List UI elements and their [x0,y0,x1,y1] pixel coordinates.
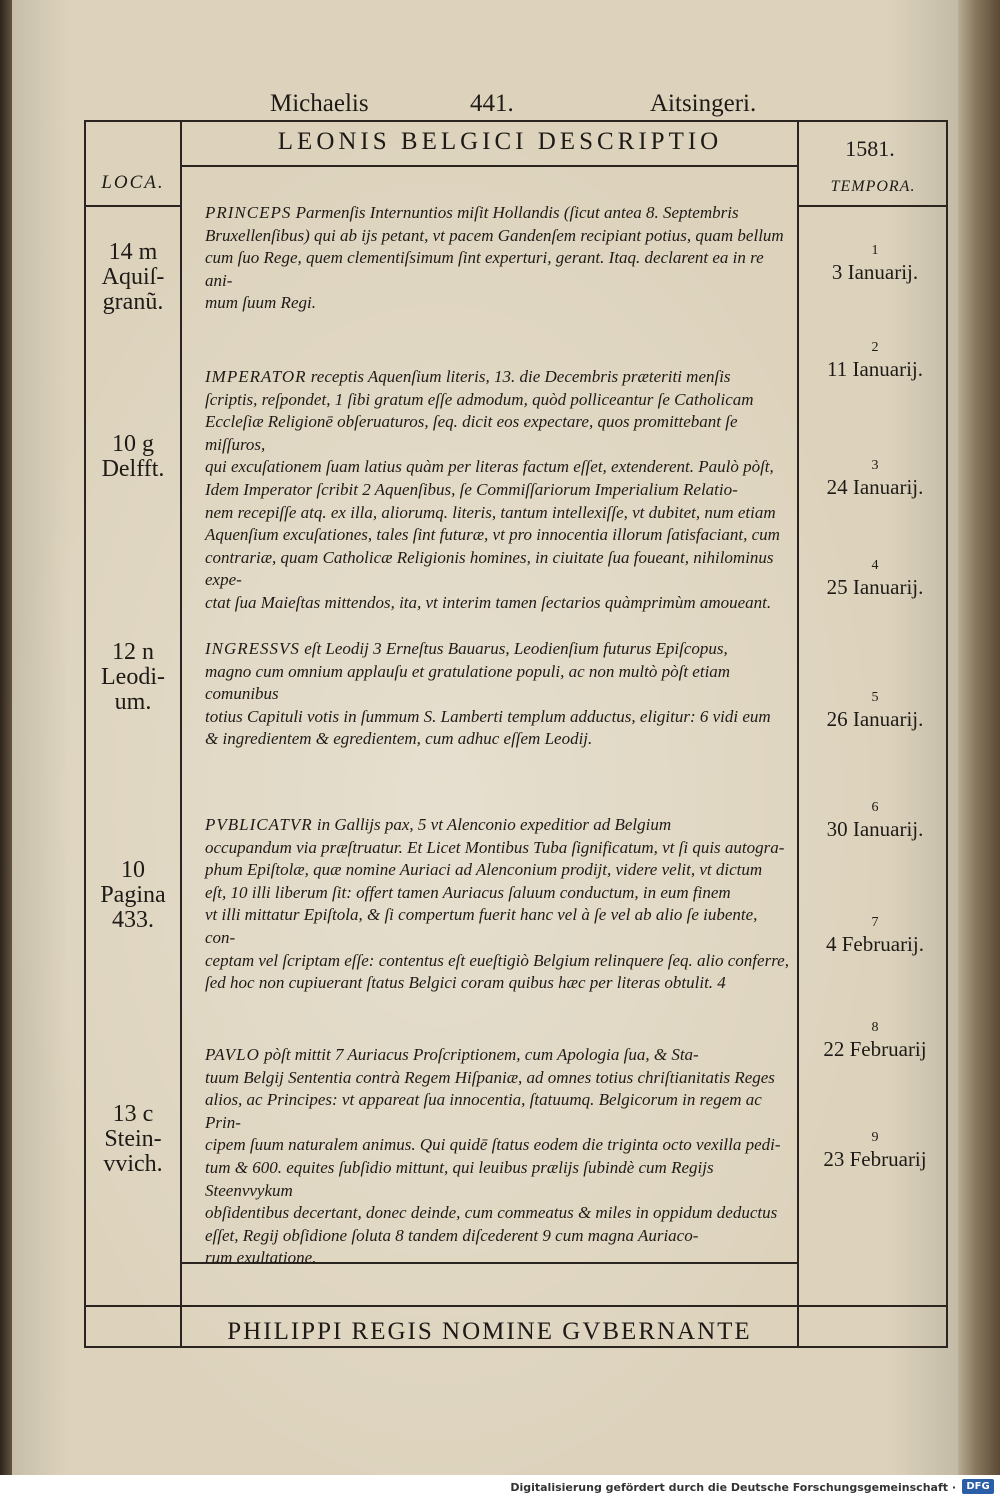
digitization-note: Digitalisierung gefördert durch die Deutsche Forschungsgemeinschaft · [510,1481,956,1494]
chronicle-entry: INGRESSVS eſt Leodij 3 Erneſtus Bauarus, Leodienſium futurus Epiſcopus, magno cum omnium applauſu et gratulatione populi, ac non multò pòſt etiam comunibus totius Capituli votis in ſummum S. Lamberti templum adductus, eligitur: 6 vidi eum & ingredientem & egredientem, cum adhuc eſſem Leodij. [205,639,771,749]
running-head-right: Aitsingeri. [650,90,757,117]
tempora-entry: 5 26 Ianuarij. [826,690,924,731]
loca-entry: 13 c Stein- vvich. [103,1101,163,1177]
chronicle-entry: PAVLO pòſt mittit 7 Auriacus Proſcriptionem, cum Apologia ſua, & Sta- tuum Belgij Sententia contrà Regem Hiſpaniæ, ad omnes totius chriſtianitatis Reges alios, ac Principes: vt appareat ſua innocentia, ſtatuumq. Belgicorum in regem ac Prin- cipem ſuum naturalem animus. Qui quidē ſtatus eodem die triginta octo vexilla pedi- tum & 600. equites ſubſidio mittunt, qui leuibus prælijs ſubindè cum Regijs Steenvvykum obſidentibus decertant, donec deinde, cum commeatus & miles in oppidum deductus eſſet, Regij obſidione ſoluta 8 tandem diſcederent 9 cum magna Auriaco- rum exultatione. [205,1045,781,1268]
loca-entry: 10 g Delfft. [101,431,165,482]
tempora-entry: 9 23 Februarij [823,1130,927,1171]
tempora-entry: 3 24 Ianuarij. [826,458,924,499]
loca-label: LOCA. [101,172,165,193]
rule-left-column [180,120,182,1348]
tempora-entry: 7 4 Februarij. [826,915,924,956]
rule-header-bottom [180,165,799,167]
rule-right-column [797,120,799,1348]
digitization-footer [0,1475,1000,1500]
rule-footer-top [84,1305,948,1307]
running-head-left: Michaelis [270,90,369,117]
rule-loca-header [84,205,180,207]
tempora-entry: 8 22 Februarij [823,1020,927,1061]
tempora-entry: 1 3 Ianuarij. [831,243,919,284]
tempora-entry: 2 11 Ianuarij. [826,340,924,381]
header-year: 1581. [845,136,895,161]
loca-entry: 14 m Aquiſ- granũ. [101,239,165,315]
header-title: LEONIS BELGICI DESCRIPTIO [277,128,723,155]
page-number: 441. [470,90,514,117]
tempora-label: TEMPORA. [830,178,916,195]
loca-entry: 12 n Leodi- um. [101,639,165,715]
tempora-entry: 4 25 Ianuarij. [826,558,924,599]
chronicle-entry: IMPERATOR receptis Aquenſium literis, 13. die Decembris præteriti menſis ſcriptis, reſpondet, 1 ſibi gratum eſſe admodum, quòd polliceantur ſe Catholicam Eccleſiæ Religionē obſeruaturos, ſeq. dicit eos expectare, quos promittebant ſe miſſuros, qui excuſationem ſuam latius quàm per literas factum eſſet, extenderent. Paulò pòſt, Idem Imperator ſcribit 2 Aquenſibus, ſe Commiſſariorum Imperialium Relatio- nem recepiſſe atq. ex illa, aliorumq. literis, tantum intellexiſſe, vt dubitet, num etiam Aquenſium excuſationes, tales ſint futuræ, vt pro innocentia illorum ſatisfaciant, cum contrariæ, quam Catholicæ Religionis homines, in ciuitate ſua foueant, nihilominus expe- ctat ſua Maieſtas mittendos, ita, vt interim tamen ſectarios quàmprimùm amoueant. [205,367,780,612]
tempora-entry: 6 30 Ianuarij. [826,800,924,841]
chronicle-entry: PRINCEPS Parmenſis Internuntios miſit Hollandis (ſicut antea 8. Septembris Bruxellenſibus) qui ab ijs petant, vt pacem Gandenſem recipiant potius, quam bellum cum ſuo Rege, quem clementiſsimum ſint experturi, gerant. Itaq. declarent ea in re ani- mum ſuum Regi. [205,203,784,313]
page-edge-stack [958,0,1000,1475]
loca-entry: 10 Pagina 433. [100,857,166,933]
footer-title: PHILIPPI REGIS NOMINE GVBERNANTE [227,1318,752,1345]
chronicle-entry: PVBLICATVR in Gallijs pax, 5 vt Alenconio expeditior ad Belgium occupandum via præſtruatur. Et Licet Montibus Tuba ſignificatum, vt ſi quis autogra- phum Epiſtolæ, quæ nomine Auriaci ad Alenconium prodijt, videre velit, vt dictum eſt, 10 illi liberum ſit: offert tamen Auriacus ſaluum conductum, in eum finem vt illi mittatur Epiſtola, & ſi compertum fuerit hanc vel à ſe vel ab alio ſe iubente, con- ceptam vel ſcriptam eſſe: contentus eſt eueſtigiò Belgium relinquere ſeq. alio conferre, ſed hoc non cupiuerant ſtatus Belgici coram quibus hæc per literas obtulit. 4 [205,815,789,993]
dfg-logo-icon: DFG [962,1479,994,1494]
rule-tempora-header [797,205,948,207]
